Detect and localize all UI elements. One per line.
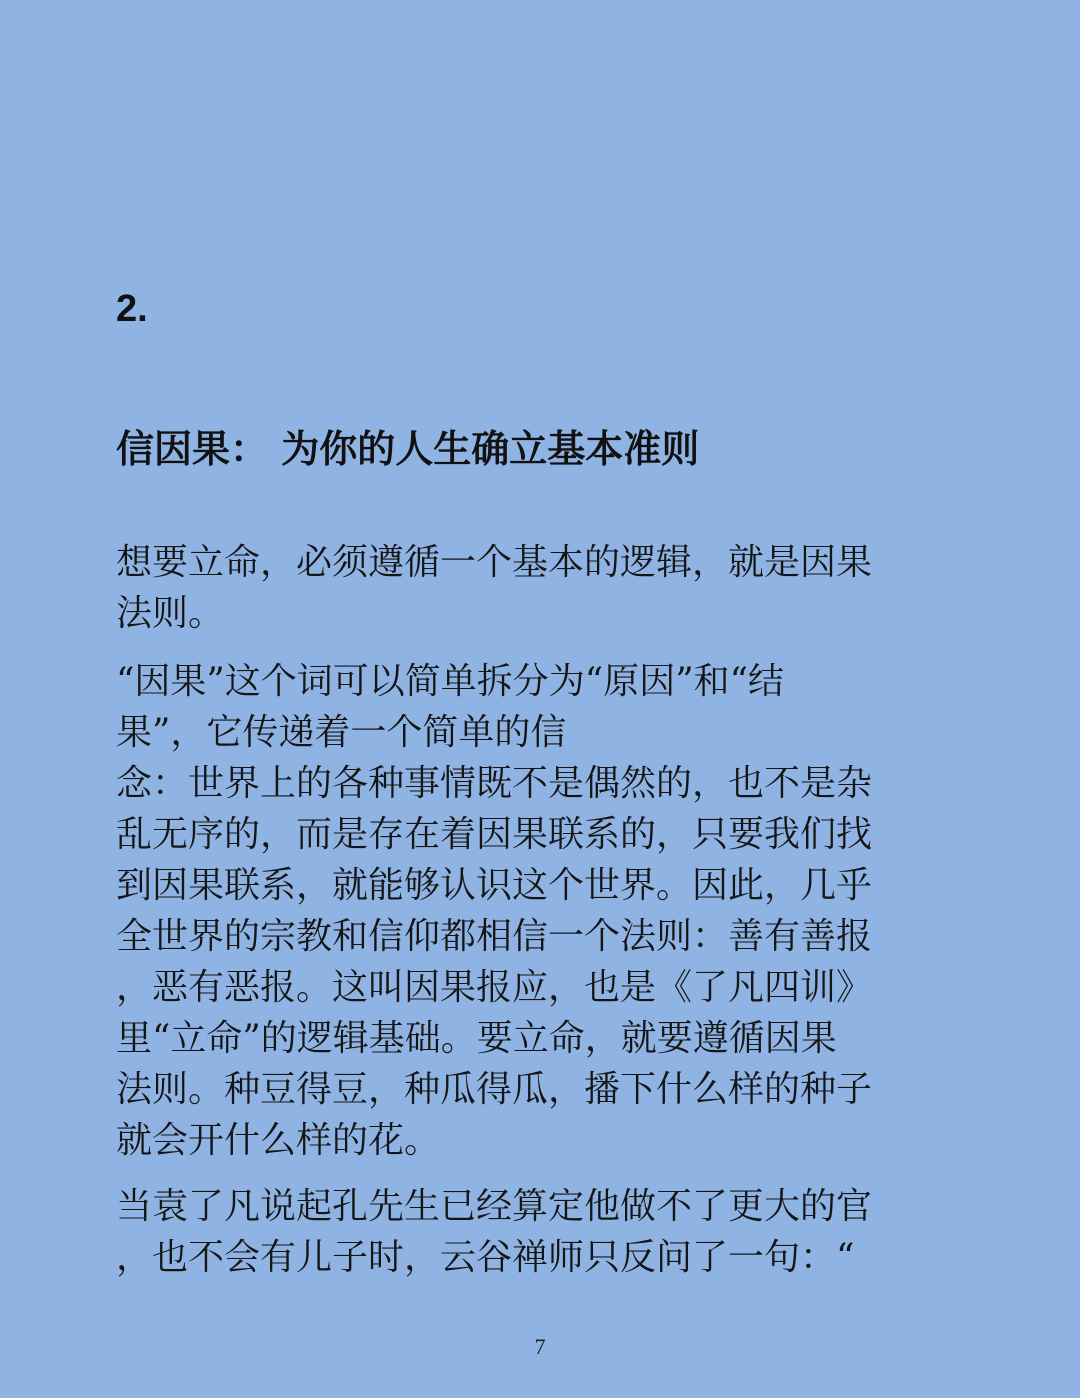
text-line: 里“立命”的逻辑基础。要立命，就要遵循因果 <box>116 1018 837 1059</box>
section-number: 2. <box>116 288 148 330</box>
text-line: 当袁了凡说起孔先生已经算定他做不了更大的官 <box>116 1186 873 1227</box>
text-line: 全世界的宗教和信仰都相信一个法则：善有善报 <box>116 916 873 957</box>
text-line: 到因果联系，就能够认识这个世界。因此，几乎 <box>116 865 873 906</box>
text-line: “因果”这个词可以简单拆分为“原因”和“结 <box>116 661 785 702</box>
text-line: 想要立命，必须遵循一个基本的逻辑，就是因果 <box>116 542 873 583</box>
text-line: 果”，它传递着一个简单的信 <box>116 712 567 753</box>
text-line: 乱无序的，而是存在着因果联系的，只要我们找 <box>116 814 873 855</box>
paragraph-2 <box>116 656 956 1166</box>
text-line: 就会开什么样的花。 <box>116 1120 441 1161</box>
text-line: 法则。种豆得豆，种瓜得瓜，播下什么样的种子 <box>116 1069 873 1110</box>
section-title: 信因果： 为你的人生确立基本准则 <box>116 427 700 471</box>
paragraph-1 <box>116 537 956 639</box>
text-line: 法则。 <box>116 593 225 634</box>
text-line: ，恶有恶报。这叫因果报应，也是《了凡四训》 <box>116 967 873 1008</box>
paragraph-3 <box>116 1181 956 1283</box>
text-line: ，也不会有儿子时，云谷禅师只反问了一句：“ <box>116 1237 855 1278</box>
text-line: 念：世界上的各种事情既不是偶然的，也不是杂 <box>116 763 873 804</box>
page-number: 7 <box>534 1334 546 1359</box>
